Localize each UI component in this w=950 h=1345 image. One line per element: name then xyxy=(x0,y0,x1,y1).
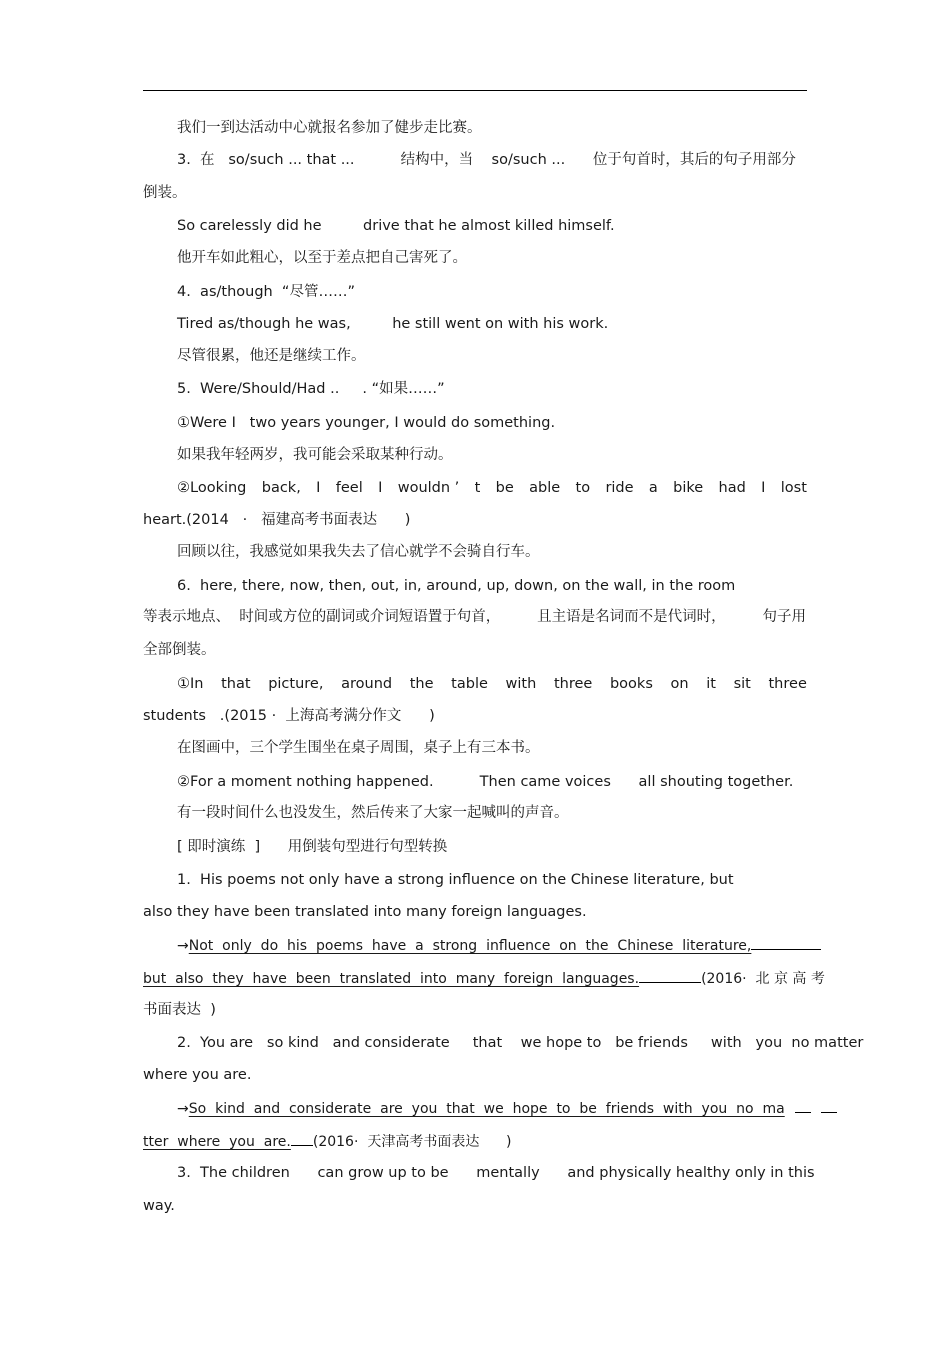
word: wouldn ’ xyxy=(397,480,460,496)
example-sentence: So carelessly did he drive that he almost killed himself. xyxy=(177,218,615,234)
answer-blank xyxy=(821,1098,837,1113)
rule-heading: 5. Were/Should/Had .. . “如果……” xyxy=(177,381,445,397)
answer-blank xyxy=(639,968,701,983)
word: a xyxy=(648,480,658,496)
rule-heading: 4. as/though “尽管……” xyxy=(177,284,355,300)
exercise-question: 2. You are so kind and considerate that we hope to be friends with you no matter xyxy=(177,1035,864,1051)
answer-line xyxy=(177,935,821,956)
rule-heading: 6. here, there, now, then, out, in, around, up, down, on the wall, in the room xyxy=(177,578,736,594)
word: three xyxy=(553,676,593,692)
translation-line: 他开车如此粗心，以至于差点把自己害死了。 xyxy=(177,250,467,266)
text-line: 倒装。 xyxy=(143,185,187,201)
text-line: 3. 在 so/such ... that ... 结构中，当 so/such ... 位于句首时，其后的句子用部分 xyxy=(177,152,796,168)
example-sentence: Tired as/though he was, he still went on with his work. xyxy=(177,316,609,332)
arrow-icon: → xyxy=(177,1101,189,1117)
word: on xyxy=(670,676,689,692)
answer-blank xyxy=(751,935,821,950)
translation-line: 如果我年轻两岁，我可能会采取某种行动。 xyxy=(177,447,453,463)
text-line: 等表示地点、 时间或方位的副词或介词短语置于句首， 且主语是名词而不是代词时， 句子用 xyxy=(143,609,806,625)
text-line: 我们一到达活动中心就报名参加了健步走比赛。 xyxy=(177,120,482,136)
word: I xyxy=(761,480,766,496)
word: had xyxy=(718,480,746,496)
exercise-question: also they have been translated into many foreign languages. xyxy=(143,904,587,920)
word: back, xyxy=(261,480,301,496)
word: ①In xyxy=(177,676,204,692)
translation-line: 尽管很累，他还是继续工作。 xyxy=(177,348,366,364)
answer-line xyxy=(177,1098,837,1119)
word: around xyxy=(341,676,393,692)
word: feel xyxy=(335,480,363,496)
arrow-icon: → xyxy=(177,938,189,954)
translation-line: 在图画中，三个学生围坐在桌子周围，桌子上有三本书。 xyxy=(177,740,540,756)
exercise-question: 1. His poems not only have a strong influence on the Chinese literature, but xyxy=(177,872,734,888)
answer-text: but also they have been translated into many foreign languages. xyxy=(143,971,640,987)
answer-blank xyxy=(291,1131,313,1146)
word: that xyxy=(221,676,251,692)
word: books xyxy=(609,676,653,692)
translation-line: 有一段时间什么也没发生，然后传来了大家一起喊叫的声音。 xyxy=(177,805,569,821)
example-sentence: ①Were I two years younger, I would do something. xyxy=(177,415,556,431)
word: ride xyxy=(605,480,634,496)
answer-line xyxy=(143,968,825,989)
word: with xyxy=(505,676,537,692)
word: lost xyxy=(780,480,807,496)
exercise-question: way. xyxy=(143,1198,175,1214)
justified-example-line xyxy=(177,478,807,498)
answer-line xyxy=(143,1131,511,1152)
word: to xyxy=(575,480,591,496)
text-line: 书面表达 ) xyxy=(143,1002,216,1018)
answer-text: Not only do his poems have a strong influence on the Chinese literature, xyxy=(188,938,752,954)
word: it xyxy=(706,676,716,692)
exercise-heading: [ 即时演练 ] 用倒装句型进行句型转换 xyxy=(177,839,448,855)
word: ②Looking xyxy=(177,480,247,496)
word: table xyxy=(451,676,488,692)
header-rule xyxy=(143,90,807,91)
exercise-question: where you are. xyxy=(143,1067,252,1083)
answer-blank xyxy=(795,1098,811,1113)
word: I xyxy=(378,480,383,496)
text-line: heart.(2014 · 福建高考书面表达 ) xyxy=(143,512,411,528)
word: able xyxy=(529,480,561,496)
example-sentence: ②For a moment nothing happened. Then came voices all shouting together. xyxy=(177,774,794,790)
word: be xyxy=(495,480,514,496)
source-note: (2016· 北 京 高 考 xyxy=(701,971,825,987)
word: three xyxy=(768,676,807,692)
word: t xyxy=(474,480,481,496)
translation-line: 回顾以往，我感觉如果我失去了信心就学不会骑自行车。 xyxy=(177,544,540,560)
word: sit xyxy=(733,676,751,692)
word: the xyxy=(409,676,434,692)
source-note: (2016· 天津高考书面表达 ) xyxy=(312,1134,512,1150)
text-line: 全部倒装。 xyxy=(143,642,216,658)
answer-text: tter where you are. xyxy=(143,1134,291,1150)
word: bike xyxy=(673,480,704,496)
word: picture, xyxy=(268,676,324,692)
word: I xyxy=(316,480,321,496)
text-line: students .(2015 · 上海高考满分作文 ) xyxy=(143,708,435,724)
answer-text: So kind and considerate are you that we hope to be friends with you no ma xyxy=(188,1101,785,1117)
justified-example-line xyxy=(177,674,807,694)
exercise-question: 3. The children can grow up to be mentally and physically healthy only in this xyxy=(177,1165,815,1181)
